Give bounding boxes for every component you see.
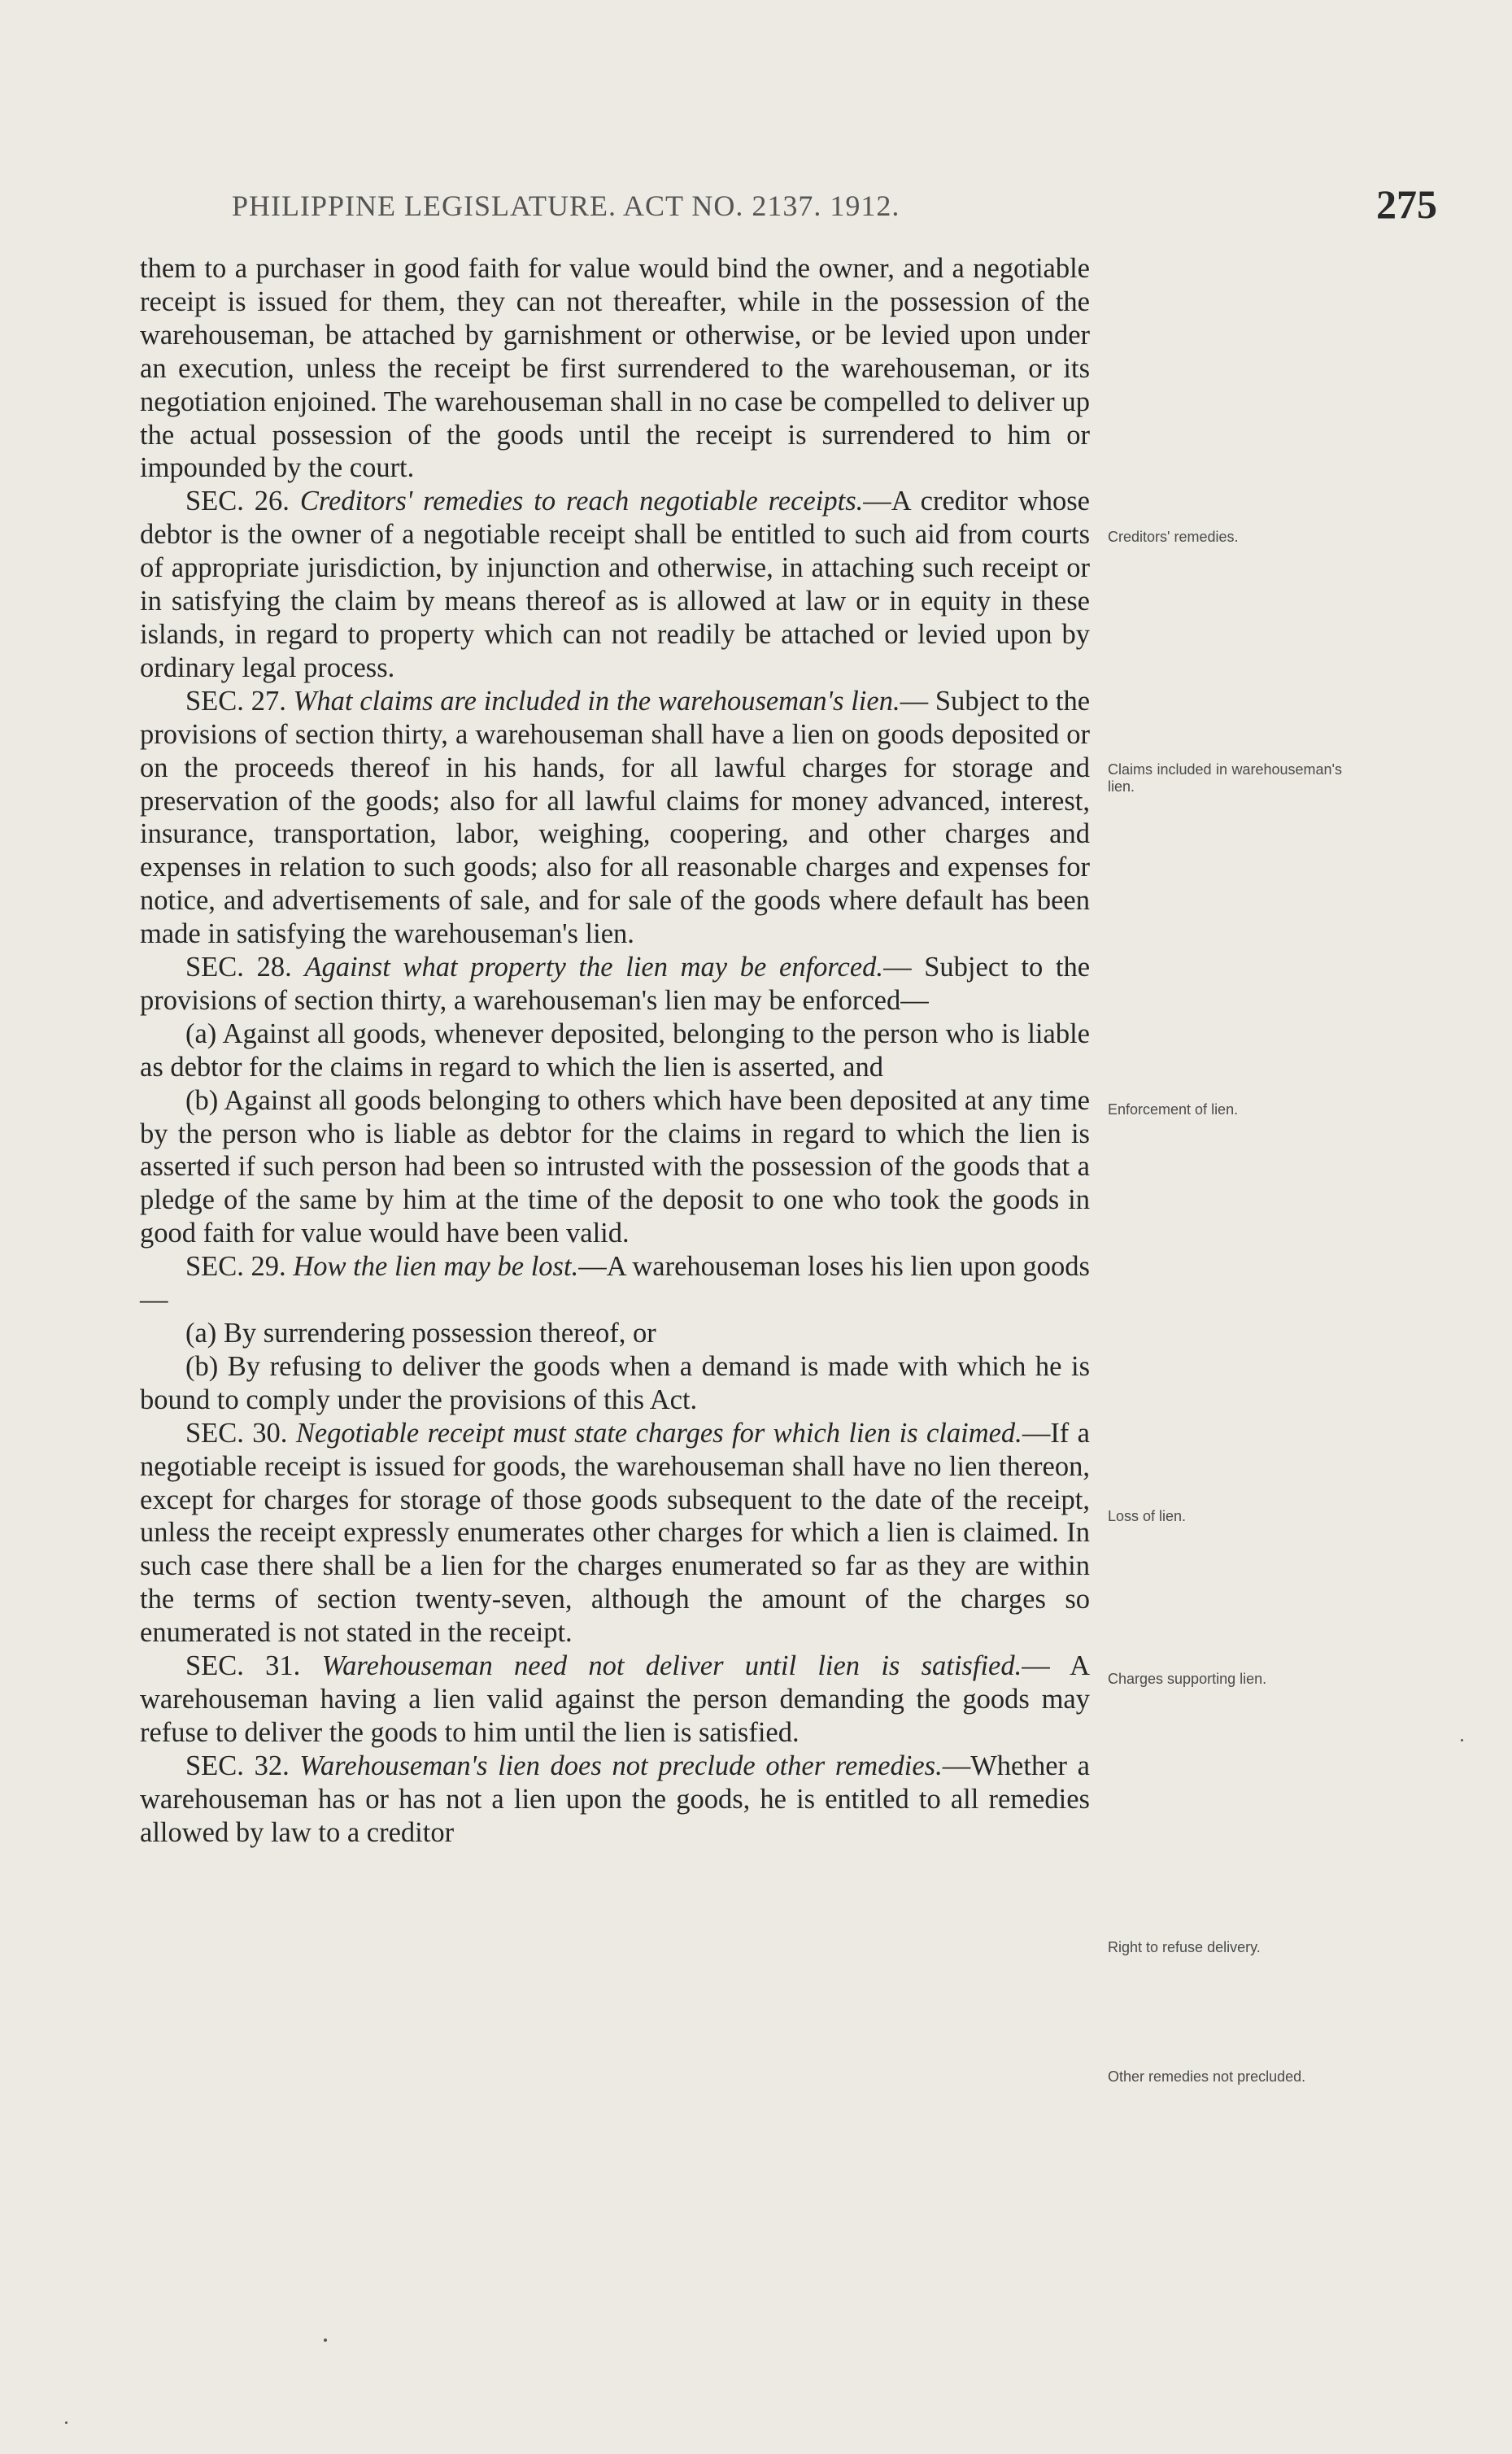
paper-speck [324, 2338, 327, 2342]
section-text: — A warehouseman having a lien valid against the person demanding the goods may refuse to deliver the goods to him until the lien is satisfied. [140, 1650, 1091, 1748]
section-title: How the lien may be lost. [293, 1251, 579, 1283]
item-text: By surrendering possession thereof, or [223, 1318, 656, 1349]
list-item [140, 1018, 1090, 1084]
section-label: SEC. 31. [185, 1650, 301, 1682]
section-30 [140, 1417, 1090, 1650]
section-label: SEC. 30. [185, 1417, 288, 1449]
section-label: SEC. 27. [185, 685, 286, 717]
body-text [140, 252, 1090, 1850]
opening-paragraph: them to a purchaser in good faith for value would bind the owner, and a negotiable receipt is issued for them, they can not thereafter, while in the possession of the warehouseman, be attached by garnishment or otherwise, or be levied upon under an execution, unless the receipt be first surrendered to the warehouseman, or its negotiation enjoined. The warehouseman shall in no case be compelled to deliver up the actual possession of the goods until the receipt is surrendered to him or impounded by the court. [140, 253, 1090, 484]
section-title: Warehouseman's lien does not preclude other remedies. [299, 1750, 943, 1781]
section-label: SEC. 26. [185, 486, 290, 517]
sidenote-right-to-refuse: Right to refuse delivery. [1108, 1939, 1261, 1955]
page-header [0, 181, 1512, 233]
section-label: SEC. 32. [185, 1750, 290, 1781]
section-label: SEC. 28. [185, 952, 292, 983]
running-head: PHILIPPINE LEGISLATURE. ACT NO. 2137. 1912. [232, 190, 900, 222]
item-marker: (a) [185, 1018, 217, 1049]
section-label: SEC. 29. [185, 1251, 286, 1283]
section-32 [140, 1750, 1090, 1850]
section-title: What claims are included in the warehouseman's lien. [293, 685, 900, 717]
list-item [140, 1350, 1090, 1417]
item-text: Against all goods, whenever deposited, belonging to the person who is liable as debtor for the claims in regard to which the lien is asserted, and [140, 1018, 1090, 1083]
sidenote-other-remedies: Other remedies not precluded. [1108, 2068, 1306, 2085]
item-text: By refusing to deliver the goods when a demand is made with which he is bound to comply under the provisions of this Act. [140, 1350, 1091, 1415]
section-27 [140, 685, 1090, 951]
item-marker: (b) [185, 1350, 219, 1382]
item-marker: (a) [185, 1318, 217, 1349]
list-item [140, 1084, 1090, 1251]
page-number: 275 [1376, 181, 1437, 227]
section-text: —If a negotiable receipt is issued for goods, the warehouseman shall have no lien thereon, except for charges for storage of those goods subsequent to the date of the receipt, unless the receipt expressly enumerates other charges for which a lien is claimed. In such case there shall be a lien for the charges enumerated so far as they are within the terms of section twenty-seven, although the amount of the charges so enumerated is not stated in the receipt. [140, 1417, 1090, 1649]
section-title: Creditors' remedies to reach negotiable receipts. [299, 486, 864, 517]
item-text: Against all goods belonging to others which have been deposited at any time by the person who is liable as debtor for the claims in regard to which the lien is asserted if such person had been so intrusted with the possession of the goods that a pledge of the same by him at the time of the deposit to one who took the goods in good faith for value would have been valid. [140, 1084, 1090, 1249]
section-title: Against what property the lien may be enforced. [304, 952, 884, 983]
paper-speck [1461, 1739, 1463, 1741]
item-marker: (b) [185, 1084, 219, 1116]
sidenote-enforcement: Enforcement of lien. [1108, 1101, 1239, 1118]
sidenote-loss-of-lien: Loss of lien. [1108, 1508, 1187, 1524]
sidenote-creditors-remedies: Creditors' remedies. [1108, 529, 1239, 545]
section-text: —A creditor whose debtor is the owner of a negotiable receipt shall be entitled to such aid from courts of appropriate jurisdiction, by injunction and otherwise, in attaching such receipt or in satisfying the claim by means thereof as is allowed at law or in equity in these islands, in regard to property which can not readily be attached or levied upon by ordinary legal process. [140, 486, 1090, 683]
section-title: Negotiable receipt must state charges for which lien is claimed. [295, 1417, 1022, 1449]
section-31 [140, 1650, 1090, 1750]
paper-speck [65, 2421, 68, 2424]
section-text: — Subject to the provisions of section thirty, a warehouseman's lien may be enforced— [140, 952, 1091, 1016]
section-text: — Subject to the provisions of section thirty, a warehouseman shall have a lien on goods deposited or on the proceeds thereof in his hands, for all lawful charges for storage and preservation of the goods; also for all lawful claims for money advanced, interest, insurance, transportation, labor, weighing, coopering, and other charges and expenses in relation to such goods; also for all reasonable charges and expenses for notice, and advertisements of sale, and for sale of the goods where default has been made in satisfying the warehouseman's lien. [140, 685, 1091, 950]
sidenote-charges-supporting: Charges supporting lien. [1108, 1671, 1267, 1687]
section-28 [140, 951, 1090, 1018]
section-text: —Whether a warehouseman has or has not a lien upon the goods, he is entitled to all remedies allowed by law to a creditor [140, 1750, 1090, 1848]
section-title: Warehouseman need not deliver until lien is satisfied. [321, 1650, 1022, 1682]
section-29 [140, 1250, 1090, 1317]
sidenote-claims-included: Claims included in warehouseman's lien. [1108, 761, 1342, 795]
section-26 [140, 485, 1090, 684]
list-item [140, 1317, 1090, 1350]
section-text: —A warehouseman loses his lien upon goods— [140, 1251, 1090, 1316]
